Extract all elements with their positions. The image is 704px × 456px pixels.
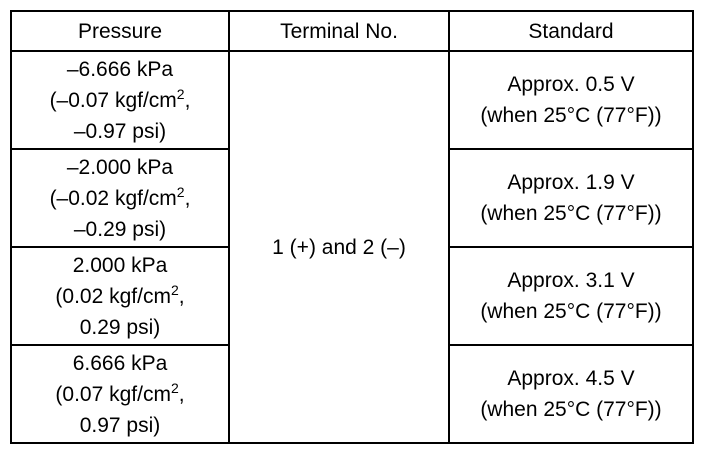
header-terminal-no: Terminal No. <box>229 11 449 51</box>
pressure-kpa: 6.666 kPa <box>72 351 168 375</box>
standard-voltage: Approx. 1.9 V <box>507 171 635 194</box>
standard-voltage: Approx. 4.5 V <box>507 367 635 390</box>
header-standard: Standard <box>449 11 693 51</box>
pressure-psi: 0.29 psi) <box>79 315 161 339</box>
standard-cell <box>449 247 693 345</box>
superscript: 2 <box>170 379 179 396</box>
standard-condition: (when 25°C (77°F)) <box>480 202 662 225</box>
pressure-psi: –0.29 psi) <box>73 217 167 241</box>
standard-cell <box>449 51 693 149</box>
pressure-kgf: (–0.07 kgf/$cm^2$, <box>49 85 191 112</box>
pressure-kpa: –2.000 kPa <box>66 155 174 179</box>
pressure-kgf: (0.02 kgf/$cm^2$, <box>55 281 185 308</box>
pressure-sensor-spec-table <box>10 10 694 444</box>
pressure-cell <box>11 345 229 443</box>
standard-voltage: Approx. 3.1 V <box>507 269 635 292</box>
standard-condition: (when 25°C (77°F)) <box>480 398 662 421</box>
superscript: 2 <box>176 183 185 200</box>
pressure-cell <box>11 149 229 247</box>
superscript: 2 <box>170 281 179 298</box>
standard-voltage: Approx. 0.5 V <box>507 73 635 96</box>
pressure-kgf: (0.07 kgf/$cm^2$, <box>55 379 185 406</box>
pressure-kpa: –6.666 kPa <box>66 57 174 81</box>
pressure-cell <box>11 247 229 345</box>
standard-cell <box>449 345 693 443</box>
header-row <box>11 11 693 51</box>
terminal-cell: 1 (+) and 2 (–) <box>229 51 449 443</box>
pressure-kgf: (–0.02 kgf/$cm^2$, <box>49 183 191 210</box>
table-row <box>11 51 693 149</box>
pressure-kpa: 2.000 kPa <box>72 253 168 277</box>
pressure-psi: –0.97 psi) <box>73 119 167 143</box>
header-pressure: Pressure <box>11 11 229 51</box>
standard-cell <box>449 149 693 247</box>
standard-condition: (when 25°C (77°F)) <box>480 300 662 323</box>
pressure-cell <box>11 51 229 149</box>
standard-condition: (when 25°C (77°F)) <box>480 104 662 127</box>
superscript: 2 <box>176 85 185 102</box>
pressure-psi: 0.97 psi) <box>79 413 161 437</box>
